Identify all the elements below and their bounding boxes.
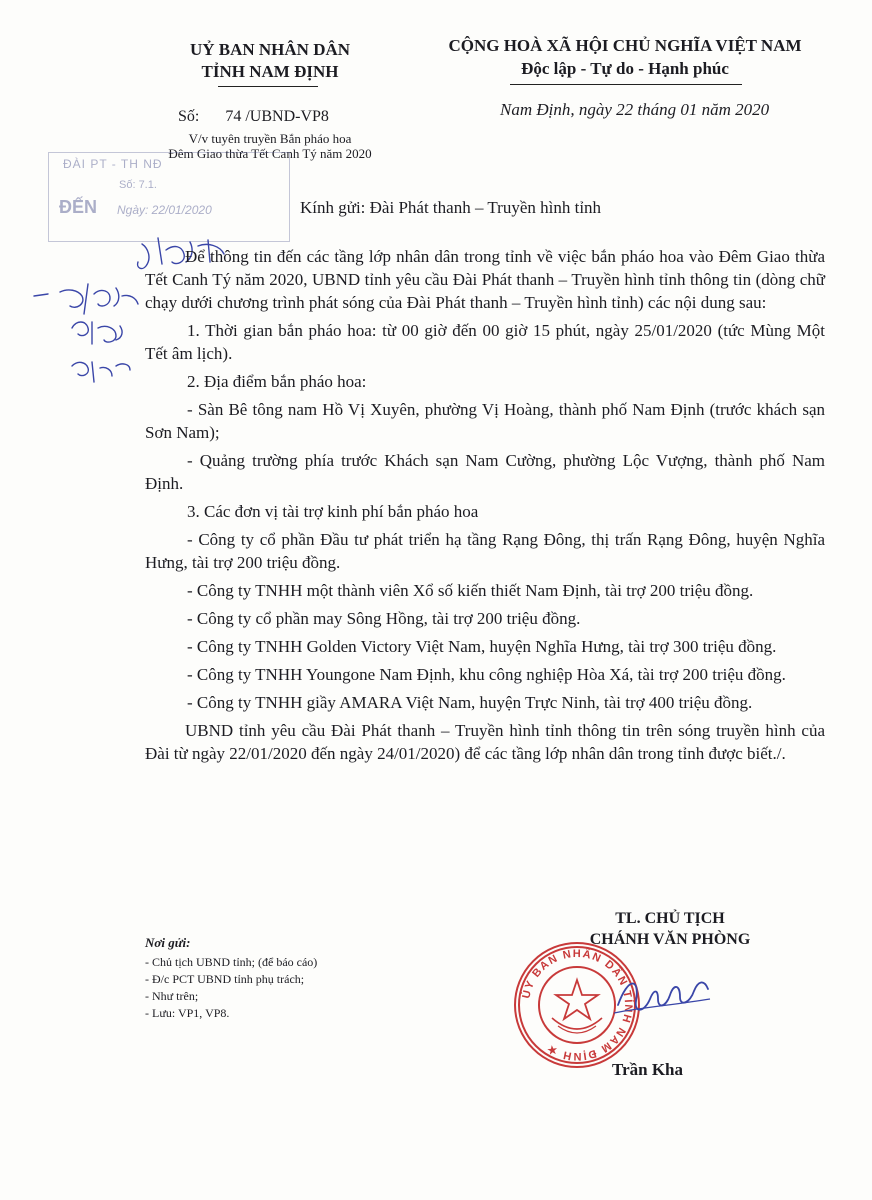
- body-paragraph: 1. Thời gian bắn pháo hoa: từ 00 giờ đến 00 giờ 15 phút, ngày 25/01/2020 (tức Mùng Một Tết âm lịch).: [145, 321, 825, 363]
- letter-body: [145, 245, 825, 770]
- body-paragraph: - Công ty TNHH Golden Victory Việt Nam, huyện Nghĩa Hưng, tài trợ 300 triệu đồng.: [187, 637, 777, 656]
- body-paragraph: - Công ty TNHH Youngone Nam Định, khu công nghiệp Hòa Xá, tài trợ 200 triệu đồng.: [187, 665, 786, 684]
- receipt-stamp-line3: ĐẾN: [59, 197, 98, 217]
- distribution-item: - Đ/c PCT UBND tỉnh phụ trách;: [145, 972, 305, 986]
- body-paragraph: - Công ty TNHH một thành viên Xổ số kiến thiết Nam Định, tài trợ 200 triệu đồng.: [187, 581, 754, 600]
- subject-line2: Đêm Giao thừa Tết Canh Tý năm 2020: [168, 146, 372, 161]
- body-paragraph: - Công ty TNHH giầy AMARA Việt Nam, huyện Trực Ninh, tài trợ 400 triệu đồng.: [187, 693, 753, 712]
- body-paragraph: 3. Các đơn vị tài trợ kinh phí bắn pháo hoa: [187, 502, 479, 521]
- receipt-stamp-line4: Ngày: 22/01/2020: [117, 203, 212, 217]
- distribution-item: - Như trên;: [145, 989, 199, 1003]
- place-and-date: Nam Định, ngày 22 tháng 01 năm 2020: [500, 100, 770, 119]
- body-paragraph: - Công ty cổ phần may Sông Hồng, tài trợ 200 triệu đồng.: [187, 609, 581, 628]
- subject-line1: V/v tuyên truyền Bắn pháo hoa: [188, 131, 352, 146]
- body-paragraph: UBND tỉnh yêu cầu Đài Phát thanh – Truyền hình tỉnh thông tin trên sóng truyền hình của Đài từ ngày 22/01/2020 đến ngày 24/01/2020) để các tầng lớp nhân dân trong tỉnh được biết./.: [145, 721, 825, 763]
- national-motto: Độc lập - Tự do - Hạnh phúc: [521, 59, 729, 78]
- issuer-name-line2: TỈNH NAM ĐỊNH: [201, 62, 339, 81]
- handwritten-signature: [610, 965, 720, 1025]
- signer-title-line2: CHÁNH VĂN PHÒNG: [589, 931, 751, 948]
- signer-title-line1: TL. CHỦ TỊCH: [615, 910, 725, 927]
- body-paragraph: - Sàn Bê tông nam Hồ Vị Xuyên, phường Vị Hoàng, thành phố Nam Định (trước khách sạn Sơn Nam);: [145, 400, 825, 442]
- body-paragraph: - Công ty cổ phần Đầu tư phát triển hạ tầng Rạng Đông, thị trấn Rạng Đông, huyện Nghĩa Hưng, tài trợ 200 triệu đồng.: [145, 530, 825, 572]
- national-title: CỘNG HOÀ XÃ HỘI CHỦ NGHĨA VIỆT NAM: [448, 36, 802, 55]
- svg-text:ỦY BAN NHÂN DÂN TỈNH NAM ĐỊNH: ỦY BAN NHÂN DÂN TỈNH NAM ĐỊNH ★: [520, 947, 635, 1063]
- document-number: [178, 108, 329, 126]
- document-number-value: 74 /UBND-VP8: [225, 108, 329, 125]
- issuer-underline: [218, 86, 318, 87]
- receipt-stamp-line2: Số: 7.1.: [119, 179, 157, 191]
- signer-name: Trần Kha: [612, 1060, 684, 1079]
- distribution-list: [145, 954, 317, 1022]
- distribution-item: - Lưu: VP1, VP8.: [145, 1006, 230, 1020]
- issuer-name-line1: UỶ BAN NHÂN DÂN: [189, 40, 351, 59]
- document-number-label: Số:: [178, 108, 200, 125]
- receipt-stamp-line1: ĐÀI PT - TH NĐ: [63, 157, 163, 171]
- recipient-line: Kính gửi: Đài Phát thanh – Truyền hình tỉnh: [300, 198, 602, 217]
- receipt-stamp: [48, 152, 290, 242]
- motto-underline: [510, 84, 742, 85]
- distribution-item: - Chủ tịch UBND tỉnh; (để báo cáo): [145, 955, 318, 969]
- distribution-heading: Nơi gửi:: [145, 935, 191, 950]
- body-paragraph: 2. Địa điểm bắn pháo hoa:: [187, 372, 367, 391]
- body-paragraph: - Quảng trường phía trước Khách sạn Nam Cường, phường Lộc Vượng, thành phố Nam Định.: [145, 451, 825, 493]
- body-paragraph: Để thông tin đến các tầng lớp nhân dân trong tỉnh về việc bắn pháo hoa vào Đêm Giao thừa Tết Canh Tý năm 2020, UBND tỉnh yêu cầu Đài Phát thanh – Truyền hình tỉnh thông tin (dòng chữ chạy dưới chương trình phát sóng của Đài Phát thanh – Truyền hình tỉnh) các nội dung sau:: [145, 247, 825, 312]
